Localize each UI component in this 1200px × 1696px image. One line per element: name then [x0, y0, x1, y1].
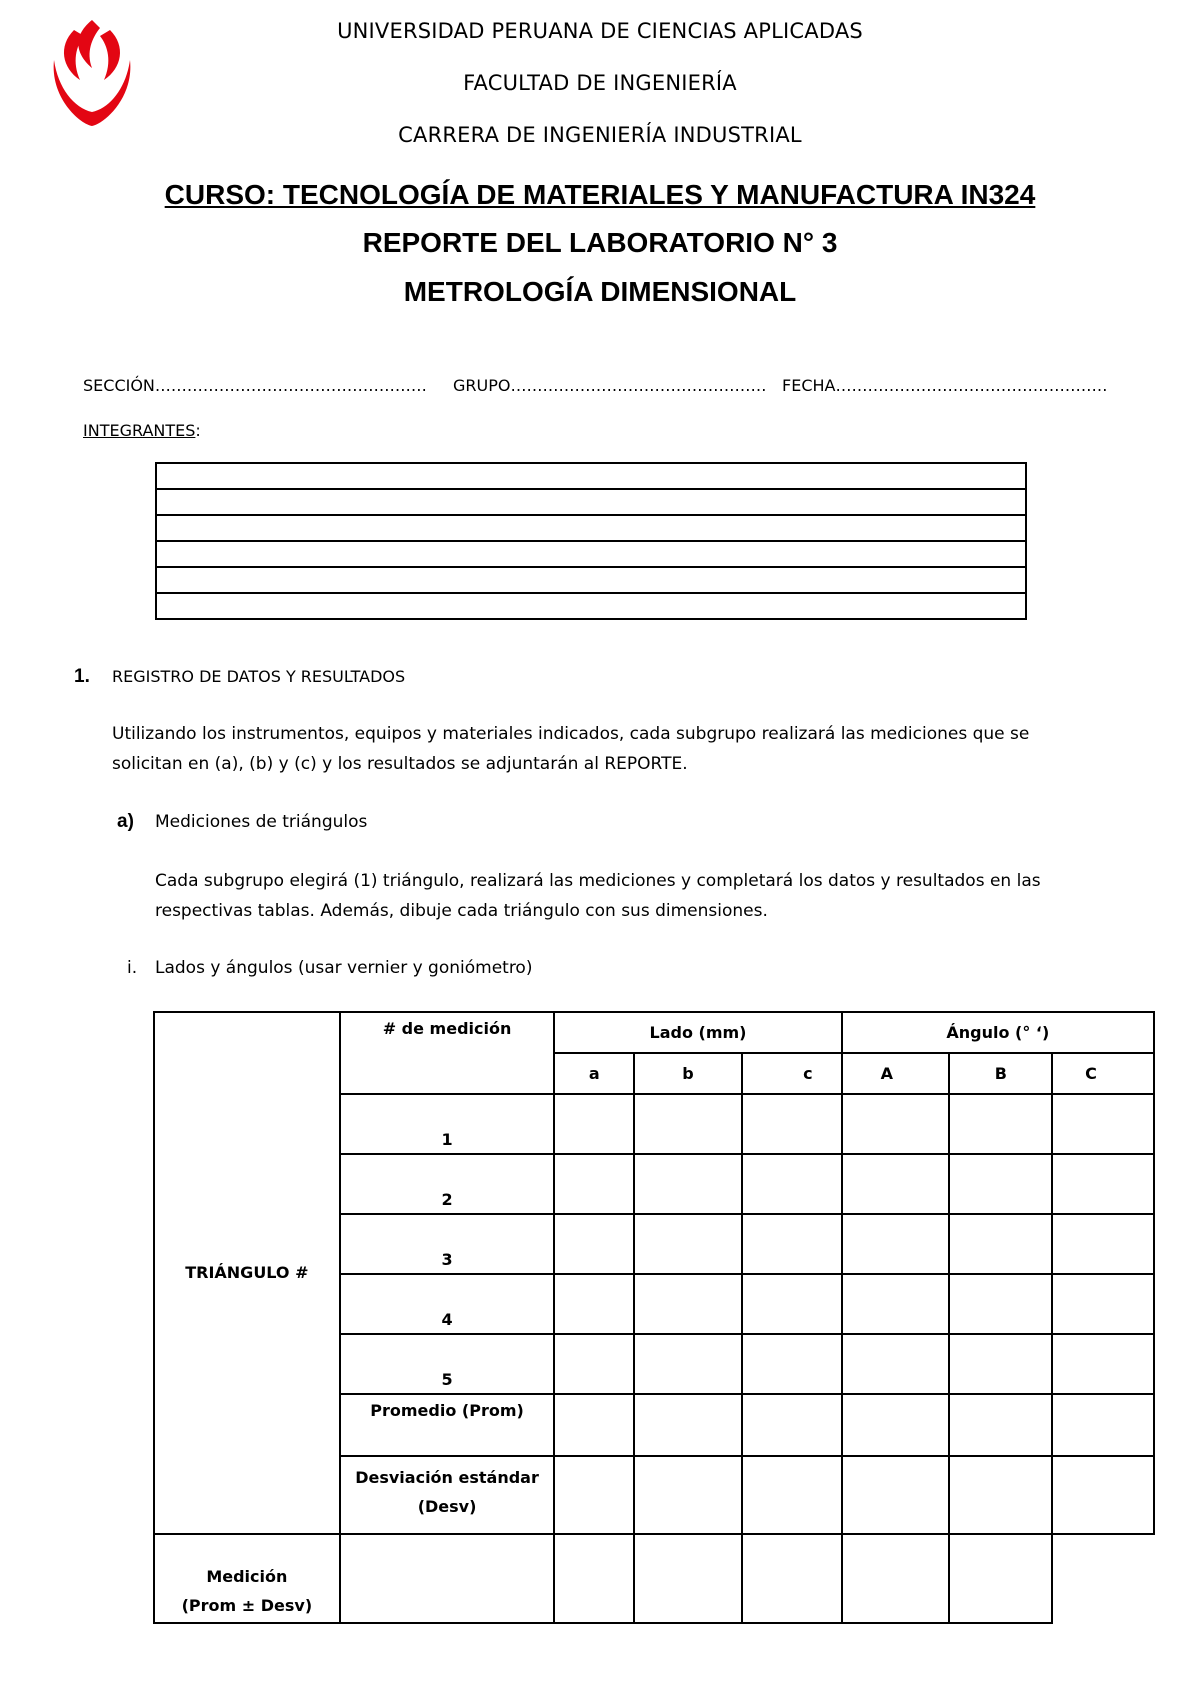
data-cell[interactable]: [554, 1456, 634, 1534]
data-cell[interactable]: [1052, 1334, 1154, 1394]
data-cell[interactable]: [842, 1394, 950, 1456]
measurement-number: 2: [340, 1154, 555, 1214]
member-cell: [156, 541, 1026, 567]
data-cell[interactable]: [1052, 1154, 1154, 1214]
section-number: 1.: [74, 666, 90, 687]
angle-header: Ángulo (° ‘): [842, 1012, 1154, 1053]
side-c-header: c: [742, 1053, 842, 1094]
subsection-title: Mediciones de triángulos: [155, 812, 368, 832]
data-cell[interactable]: [634, 1534, 742, 1623]
date-field: FECHA……………………………………………: [782, 376, 1108, 395]
data-cell[interactable]: [634, 1214, 742, 1274]
data-cell[interactable]: [842, 1334, 950, 1394]
data-cell[interactable]: [742, 1094, 842, 1154]
section-title: REGISTRO DE DATOS Y RESULTADOS: [112, 667, 406, 686]
measurement-number: 3: [340, 1214, 555, 1274]
member-cell: [156, 567, 1026, 593]
triangle-header: TRIÁNGULO #: [185, 1263, 309, 1282]
data-cell[interactable]: [842, 1214, 950, 1274]
member-cell: [156, 593, 1026, 619]
measurement-number: 5: [340, 1334, 555, 1394]
data-cell[interactable]: [842, 1274, 950, 1334]
result-label-line-2: (Prom ± Desv): [181, 1596, 313, 1615]
average-label: Promedio (Prom): [340, 1394, 555, 1456]
triangle-header-cell: [154, 1012, 340, 1534]
data-cell[interactable]: [842, 1456, 950, 1534]
data-cell[interactable]: [554, 1214, 634, 1274]
data-cell[interactable]: [634, 1394, 742, 1456]
member-row: [156, 489, 1026, 515]
data-cell[interactable]: [1052, 1214, 1154, 1274]
std-label: [340, 1456, 555, 1534]
data-cell[interactable]: [742, 1394, 842, 1456]
data-cell[interactable]: [842, 1534, 950, 1623]
data-cell[interactable]: [554, 1274, 634, 1334]
angle-C-header: C: [1052, 1053, 1154, 1094]
data-cell[interactable]: [554, 1534, 634, 1623]
member-row: [156, 463, 1026, 489]
data-cell[interactable]: [949, 1214, 1052, 1274]
data-cell[interactable]: [554, 1094, 634, 1154]
data-cell[interactable]: [634, 1154, 742, 1214]
data-cell[interactable]: [949, 1394, 1052, 1456]
data-cell[interactable]: [554, 1394, 634, 1456]
section-text-line-2: solicitan en (a), (b) y (c) y los resultados se adjuntarán al REPORTE.: [112, 754, 688, 774]
result-row: [154, 1534, 1154, 1623]
data-cell[interactable]: [554, 1334, 634, 1394]
data-cell[interactable]: [1052, 1394, 1154, 1456]
group-field: GRUPO…………………………………………: [453, 376, 767, 395]
faculty-name: FACULTAD DE INGENIERÍA: [463, 71, 737, 95]
side-b-header: b: [634, 1053, 742, 1094]
data-cell[interactable]: [742, 1334, 842, 1394]
data-cell[interactable]: [742, 1534, 842, 1623]
angle-B-header: B: [949, 1053, 1052, 1094]
data-cell[interactable]: [634, 1456, 742, 1534]
data-cell[interactable]: [949, 1154, 1052, 1214]
data-cell[interactable]: [842, 1094, 950, 1154]
data-cell[interactable]: [634, 1274, 742, 1334]
data-cell[interactable]: [949, 1456, 1052, 1534]
data-cell[interactable]: [1052, 1094, 1154, 1154]
members-label: [83, 421, 201, 440]
university-name: UNIVERSIDAD PERUANA DE CIENCIAS APLICADAS: [337, 19, 863, 43]
result-label: [154, 1534, 340, 1623]
measurement-number: 1: [340, 1094, 555, 1154]
data-cell[interactable]: [1052, 1274, 1154, 1334]
data-cell[interactable]: [949, 1274, 1052, 1334]
data-cell[interactable]: [1052, 1456, 1154, 1534]
members-label-colon: :: [195, 421, 201, 440]
header-row: [154, 1012, 1154, 1053]
section-text-line-1: Utilizando los instrumentos, equipos y materiales indicados, cada subgrupo realizará las mediciones que se: [112, 724, 1030, 744]
subsection-text-line-2: respectivas tablas. Además, dibuje cada triángulo con sus dimensiones.: [155, 901, 768, 921]
measure-header-cell: [340, 1012, 555, 1094]
topic-title: METROLOGÍA DIMENSIONAL: [403, 276, 797, 307]
side-header: Lado (mm): [554, 1012, 841, 1053]
member-row: [156, 515, 1026, 541]
data-cell[interactable]: [742, 1456, 842, 1534]
course-title: CURSO: TECNOLOGÍA DE MATERIALES Y MANUFACTURA IN324: [164, 179, 1036, 210]
members-table: [155, 462, 1027, 620]
data-cell[interactable]: [949, 1094, 1052, 1154]
subsection-label: a): [117, 811, 134, 832]
member-cell: [156, 515, 1026, 541]
member-row: [156, 567, 1026, 593]
report-title: REPORTE DEL LABORATORIO N° 3: [362, 227, 838, 258]
section-field: SECCIÓN……………………………………………: [83, 376, 427, 395]
data-cell[interactable]: [949, 1534, 1052, 1623]
career-name: CARRERA DE INGENIERÍA INDUSTRIAL: [398, 123, 802, 147]
std-label-line-1: Desviación estándar: [355, 1468, 539, 1487]
measurement-number: 4: [340, 1274, 555, 1334]
data-cell[interactable]: [742, 1274, 842, 1334]
angle-A-header: A: [842, 1053, 950, 1094]
measure-header: # de medición: [382, 1019, 512, 1038]
data-cell[interactable]: [340, 1534, 555, 1623]
subsection-text-line-1: Cada subgrupo elegirá (1) triángulo, realizará las mediciones y completará los datos y resultados en las: [155, 871, 1041, 891]
result-label-line-1: Medición: [206, 1567, 288, 1586]
data-cell[interactable]: [742, 1214, 842, 1274]
member-row: [156, 541, 1026, 567]
member-cell: [156, 463, 1026, 489]
data-cell[interactable]: [554, 1154, 634, 1214]
data-cell[interactable]: [634, 1334, 742, 1394]
data-cell[interactable]: [842, 1154, 950, 1214]
member-row: [156, 593, 1026, 619]
std-label-line-2: (Desv): [417, 1497, 477, 1516]
measurements-table: [153, 1011, 1155, 1624]
data-cell[interactable]: [742, 1154, 842, 1214]
data-cell[interactable]: [634, 1094, 742, 1154]
item-label: i.: [127, 958, 138, 978]
members-label-text: INTEGRANTES: [83, 421, 196, 440]
item-title: Lados y ángulos (usar vernier y goniómetro): [155, 958, 533, 978]
side-a-header: a: [554, 1053, 634, 1094]
member-cell: [156, 489, 1026, 515]
data-cell[interactable]: [949, 1334, 1052, 1394]
